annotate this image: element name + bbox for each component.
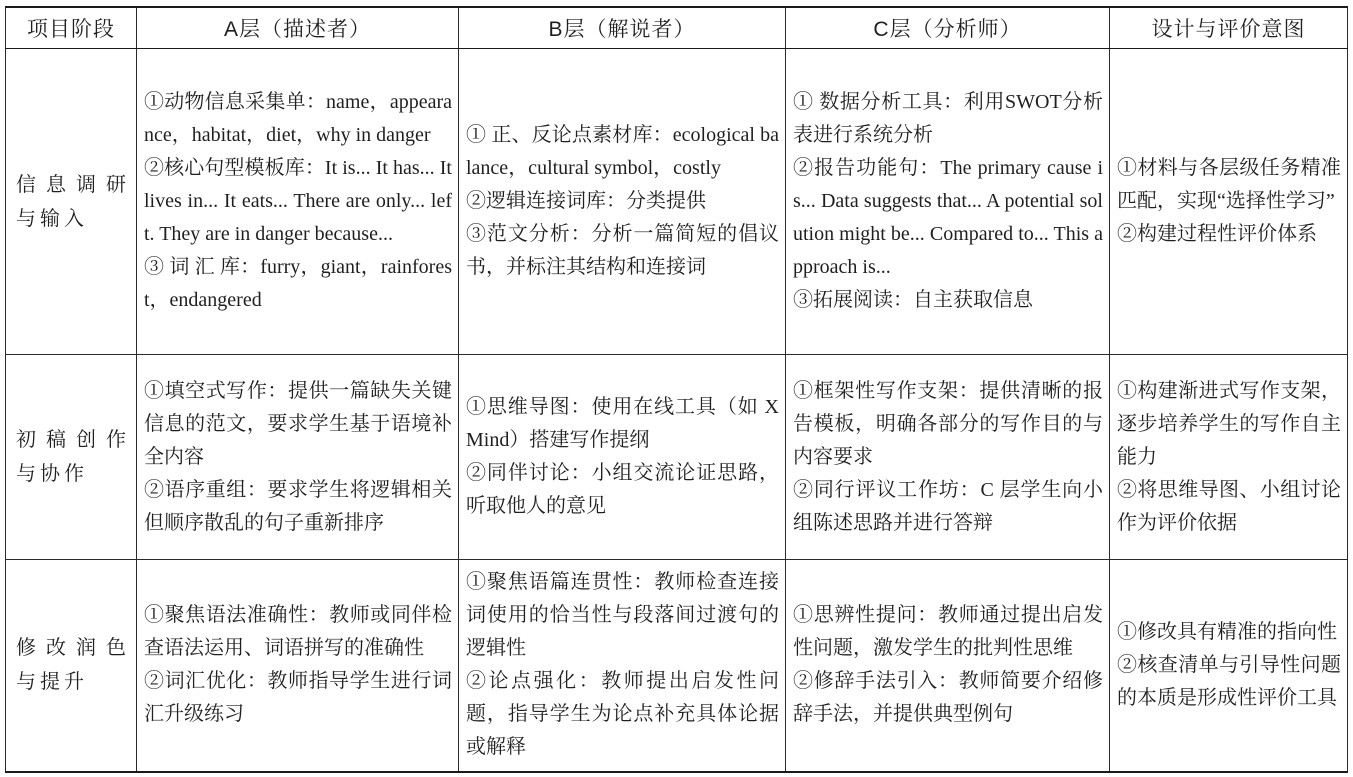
b-layer-cell bbox=[459, 560, 786, 772]
header-stage: 项目阶段 bbox=[6, 7, 137, 49]
cell-item: ②核心句型模板库：It is... It has... It lives in... It eats... There are only... left. They are in danger because... bbox=[144, 157, 452, 245]
header-c-layer: C层（分析师） bbox=[786, 7, 1110, 49]
cell-item: ②论点强化：教师提出启发性问题，指导学生为论点补充具体论据或解释 bbox=[466, 670, 779, 759]
cell-item: ①思维导图：使用在线工具（如 XMind）搭建写作提纲 bbox=[466, 396, 779, 451]
cell-item: ②同伴讨论：小组交流论证思路，听取他人的意见 bbox=[466, 462, 779, 517]
design-table bbox=[5, 6, 1348, 773]
cell-item: ③拓展阅读：自主获取信息 bbox=[793, 289, 1033, 311]
intent-cell bbox=[1110, 355, 1348, 560]
a-layer-cell bbox=[137, 560, 459, 772]
cell-item: ③ 词 汇 库：furry，giant，rainforest，endangered bbox=[144, 256, 452, 311]
intent-cell bbox=[1110, 49, 1348, 355]
cell-item: ①修改具有精准的指向性 bbox=[1117, 620, 1337, 643]
cell-item: ②修辞手法引入：教师简要介绍修辞手法，并提供典型例句 bbox=[793, 670, 1103, 726]
cell-item: ①思辨性提问：教师通过提出启发性问题，激发学生的批判性思维 bbox=[793, 604, 1103, 660]
table-row bbox=[6, 49, 1348, 355]
cell-item: ②报告功能句：The primary cause is... Data suggests that... A potential solution might be... Compared to... This approach is... bbox=[793, 157, 1103, 278]
cell-item: ①材料与各层级任务精准匹配，实现“选择性学习” bbox=[1117, 157, 1341, 212]
cell-item: ①动物信息采集单：name，appearance，habitat，diet，why in danger bbox=[144, 91, 452, 146]
a-layer-cell bbox=[137, 355, 459, 560]
cell-item: ①填空式写作：提供一篇缺失关键信息的范文，要求学生基于语境补全内容 bbox=[144, 379, 452, 468]
b-layer-cell bbox=[459, 49, 786, 355]
table-row bbox=[6, 355, 1348, 560]
cell-item: ③范文分析：分析一篇简短的倡议书，并标注其结构和连接词 bbox=[466, 223, 779, 278]
cell-item: ①聚焦语法准确性：教师或同伴检查语法运用、词语拼写的准确性 bbox=[144, 604, 452, 660]
stage-cell: 修改润色与提升 bbox=[6, 560, 137, 772]
table-row bbox=[6, 560, 1348, 772]
cell-item: ②词汇优化：教师指导学生进行词汇升级练习 bbox=[144, 670, 452, 726]
cell-item: ②将思维导图、小组讨论作为评价依据 bbox=[1117, 478, 1341, 534]
cell-item: ①构建渐进式写作支架，逐步培养学生的写作自主能力 bbox=[1117, 379, 1341, 468]
header-intent: 设计与评价意图 bbox=[1110, 7, 1348, 49]
header-row bbox=[6, 7, 1348, 49]
c-layer-cell bbox=[786, 49, 1110, 355]
cell-item: ②核查清单与引导性问题的本质是形成性评价工具 bbox=[1117, 653, 1341, 709]
intent-cell bbox=[1110, 560, 1348, 772]
cell-item: ②逻辑连接词库：分类提供 bbox=[466, 190, 706, 212]
header-a-layer: A层（描述者） bbox=[137, 7, 459, 49]
b-layer-cell bbox=[459, 355, 786, 560]
c-layer-cell bbox=[786, 560, 1110, 772]
cell-item: ①聚焦语篇连贯性：教师检查连接词使用的恰当性与段落间过渡句的逻辑性 bbox=[466, 571, 779, 660]
c-layer-cell bbox=[786, 355, 1110, 560]
header-b-layer: B层（解说者） bbox=[459, 7, 786, 49]
cell-item: ①框架性写作支架：提供清晰的报告模板，明确各部分的写作目的与内容要求 bbox=[793, 379, 1103, 468]
cell-item: ②同行评议工作坊：C 层学生向小组陈述思路并进行答辩 bbox=[793, 478, 1103, 534]
cell-item: ②构建过程性评价体系 bbox=[1117, 223, 1317, 245]
stage-cell: 信息调研与输入 bbox=[6, 49, 137, 355]
cell-item: ① 数据分析工具：利用SWOT分析表进行系统分析 bbox=[793, 91, 1103, 146]
stage-cell: 初稿创作与协作 bbox=[6, 355, 137, 560]
cell-item: ②语序重组：要求学生将逻辑相关但顺序散乱的句子重新排序 bbox=[144, 478, 452, 534]
a-layer-cell bbox=[137, 49, 459, 355]
cell-item: ① 正、反论点素材库：ecological balance，cultural symbol，costly bbox=[466, 124, 779, 179]
